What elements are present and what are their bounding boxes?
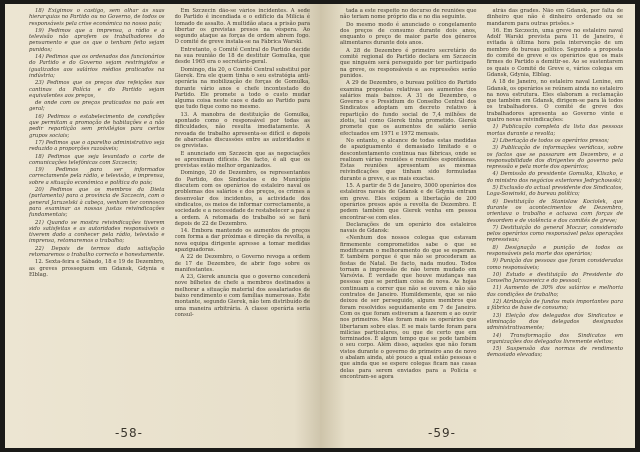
left-page-column-1 <box>29 8 165 408</box>
paragraph: No entanto, o alcance de todas estas medidas de apaziguamento é demasiado limitado e o descontentamento continua nas fábricas, onde se realizam várias reuniões e reuniões espontâneas. Estas reuniões apresentam as mesmas reivindicações que tinham sido formuladas durante a greve, e as mais exactas. <box>340 137 477 182</box>
paragraph: 3) Publicação de informações verídicas, sobre os factos que se passaram em Dezembro, e a responsabilidade dos dirigentes do governo pela repressão e pela morte dos operários; <box>486 145 623 171</box>
paragraph: A 22 de Dezembro, o Governo revoga a ordem de 17 de Dezembro, de abrir fogo sobre os manifestantes. <box>174 254 310 273</box>
paragraph: 18) Exigimos o castigo, sem olhar às suas hierarquias no Partido ou no Governo, de todos os responsáveis pela crise económica no nosso país; <box>29 8 165 27</box>
left-page-columns <box>29 8 310 408</box>
paragraph: Em Szczecin dão-se vários incidentes. A sede do Partido é incendiada e o edifício da Milícia é tomado de assalto. A multidão ataca a prisão para libertar os grevistas presos na véspera. Ao segundo ataque as forças de ordem abrem fogo. O comité de greve instala-se na Fábrica Warski. <box>174 8 310 46</box>
paragraph: 2) Libertação de todos os operários presos; <box>492 137 609 144</box>
paragraph: Domingo, dia 20, o Comité Central substitui por Gierek. Era ele quem tinha o seu estratégia anti-operária na mobilização de forças de Gomulka, durante vário anos e chefe incontestado do Partido. Ele promete a todo o custo mudar alguma coisa neste caos e dado ao Partido para que tudo fique como no mesmo. <box>174 66 310 111</box>
paragraph: 23) Pedimos que os preços das refeições nas cantinas da Polícia e do Partido sejam equivalentes aos preços, <box>29 80 165 99</box>
paragraph: 1) Publicação completa da lista das pessoas mortas durante a revolta; <box>486 124 623 137</box>
paragraph: 21) Quando se mostra reivindicações tiverem sido satisfeitas e as autoridades responsáveis o tiverem dado a conhecer pela rádio, televisão e imprensa, retomaremos o trabalho; <box>29 219 165 245</box>
right-page <box>320 4 635 448</box>
paragraph: 16. Em Szczecin, uma greve no estaleiro naval Adolf Warski prevista para 11 de Janeiro, é evitada à última hora pela intervenção de um membro do bureau político. Segundo a proposta do comité de greve e os operários que os mais firmes do Partido a demitir-se. Ao se sustentarem os quais o Comité de Greve e, vários colegas em Gdansk, Gdynia, Elblag. <box>486 27 623 78</box>
right-page-column-2 <box>487 8 624 408</box>
paragraph: 19) Pedimos para ser informados correctamente pela rádio, e televisão, e imprensa, sobre a situação económica e política do país; <box>29 167 165 186</box>
paragraph: 17) Pedimos que o aparelho administrativo seja reduzido a proporções razoáveis; <box>29 139 165 153</box>
paragraph: 15) Suspensão das normas de rendimento demasiado elevadas; <box>486 346 623 359</box>
paragraph: 14. Embora mantendo os aumentos de preços com forma a dar próximas e direção da revolta, a nova equipa dirigente apresse a tomar medidas apaziguadoras. <box>174 228 310 253</box>
paragraph: A 28 de Dezembro é primeiro secretário do comité regional do Partido declara em Szczecin que ninguém será perseguido por ter participado na greve, os responsáveis e as repressões serão punidos. <box>340 47 477 79</box>
paragraph: 16) Pedimos o estabelecimento de condições que permitam a promoção de habitações e a não pedir repartição sem privilégios para certos grupos sociais; <box>29 113 165 139</box>
paragraph: 18) Pedimos que seja levantado o corte de comunicações telefónicas com Szczecin; <box>29 153 165 166</box>
paragraph: 13. A manobra de destituição de Gomulka, apontado como o responsável por todas as dificuldades, não resulta imediatamente. A revoada de trabalho apresenta-se difícil e depois de abarcadas discussões entre as autoridades e os grevistas. <box>174 111 310 150</box>
paragraph: 8) Designação e punição de todos os responsáveis pela morte dos operários; <box>486 244 623 257</box>
paragraph: tada a este respeito no decurso de reuniões que não teriam nome próprio dia e no dia seguinte. <box>340 8 477 21</box>
paragraph: Entretanto, o Comité Central do Partido decide na sua reunião de 18 de destituir Gomulka, que desde 1965 era o secretário-geral. <box>174 46 310 66</box>
left-page-column-2 <box>175 8 311 408</box>
page-number-right: -59- <box>428 426 456 440</box>
right-page-columns <box>340 8 623 408</box>
paragraph: 13) Eleição dos delegados dos Sindicatos e eliminação dos delegados designados administrativamente; <box>486 312 623 332</box>
paragraph: 10) Estudo e destituição do Presidente do Conselho Jaroszewicz e do pessoal; <box>486 271 623 285</box>
right-page-column-1 <box>340 8 477 408</box>
paragraph: 12) Atribuição de fundos mais importantes para a fábrica de base de consumo; <box>486 299 623 312</box>
paragraph: A 18 de Janeiro, no estaleiro naval Lenine, em Gdansk, os operários se reúnem ainda no estaleiro na nova estrutura. Eles elaboram a reclamação que também em Gdansk, dirigem-se para lá todos os trabalhadores. O comité de greve dos trabalhadores apresenta ao Governo vinte e quatro novas reivindicações: <box>486 79 623 124</box>
paragraph: 20) Pedimos que os membros da Dieta (parlamento) para a província de Szczecin, com o general Jaruzelski à cabeça, venham ter connosco para examinar as nossas justas reivindicações fundamentais; <box>29 187 165 219</box>
paragraph: 12. Sexta-feira e Sábado, 18 e 19 de Dezembro, as greves prosseguem em Gdansk, Gdynia e Elblag. <box>29 259 165 278</box>
paragraph: A 23, Gierek anuncia que o governo concederá nove bilhetes de chefe a membros destinados a melhorar a situação material dos assalariados de baixo rendimento e com famílias numerosas. Este montante, segundo Gierek, não tem distribuído de uma maneira arbitrária. A classe operária seria consul- <box>174 274 310 318</box>
paragraph: E anunciado em Szczecin que as negociações se aproximam difíceis. De facto, é ali que os grevistas estão melhor organizados. <box>174 150 310 170</box>
paragraph: 9) Punição das pessoas que foram consideradas como responsáveis; <box>486 258 623 271</box>
paragraph: 7) Destituição do general Moczar, considerado pelos operários como responsável pelas operações repressivas; <box>486 224 623 244</box>
paragraph: 22) Depois de termos dado satisfação retomaremos o trabalho correcto e honestamente. <box>29 245 165 258</box>
paragraph: Domingo, 20 de Dezembro, os representantes do Partido, dos Sindicatos e do Município discutem com os operários do estaleiro naval os problemas dos salários e dos preços, os crimes a desenvolar dos incidentes, a actividade dos sindicatos, os meios de informar correctamente, a sociedade e a necessidade de restabelecer a paz e a ordem. A retomada do trabalho só se fará depois de 22 de Dezembro. <box>174 170 310 227</box>
book-spread <box>5 4 635 448</box>
paragraph: 4) Demissão do presidente Gomulka, Kliszko, e do ministro dos negócios exteriores Jedrychowski; <box>486 171 623 184</box>
paragraph: «Nenhum dos nossos colegas que estavam firmemente comprometidos sabe o que se modificaram o melhoramento do que se esperam. E também porque é que não se procederam as festas de Natal. De facto, nada mudou. Todos tornam a impressão de não terem mudado em Varsóvia. É verdade que houve mudanças nas pessoas que se perdiam coisa de nova. As hojas continuam a correr que não se ouvem e não são contratos de Janeiro. Humildemente, que se não deixou de ser perseguido, alguns membros que foram resolvidos seguidamente em 7 de Janeiro. Com os que foram estiveram a fazerem e ao ouvir nos primeiros. Mas foram mais os operários que libertaram sobre elas. E se mais tarde foram para milícias particulares, ou que de certo que em terminados. É algum tempo que se pode também o seu corpo. Além disso, aqueles que não foram vistos durante o governo do primeiro ano de novo o abalam ainda, até pouco a qual estão pessoas e que ainda que se espere colegas ficam nas casas delas para serem enviados para a Polícia e encontram-se agora <box>340 235 477 380</box>
left-page <box>5 4 320 448</box>
page-number-left: -58- <box>115 426 143 440</box>
paragraph: de onde com os preços praticados no país em geral; <box>29 100 165 113</box>
paragraph: atrás das grades. Não em Gdansk, por falta de dinheiro que não é dinheiro ordenado ou se mandarem para outras prisões.» <box>486 8 623 27</box>
paragraph: 19) Pedimos que a imprensa, a rádio e a televisão não aprofem os trabalhadores do pensamento e que os que o tenham feito sejam punidos; <box>29 27 165 53</box>
paragraph: A 29 de Dezembro, o bureau político do Partido examina propostas relativas aos aumentos dos salários mais baixos. A 31 de Dezembro, o Governo e o Presidium do Conselho Central dos Sindicatos adoptam um decreto relativo à repartição do fundo social de 7,4 milhões de zlotis, tal como Gierek tinha prometido. Gierek promete que os aumentos de salário serão efectuados em 1971 e 1972 mensais. <box>340 80 477 137</box>
paragraph: 5) Exclusão do actual presidente dos Sindicatos, Loga-Sowinski, do bureau político; <box>486 185 623 198</box>
paragraph: 14) Transformação dos Sindicatos em organizações dos delegados livremente eleitos; <box>486 332 623 345</box>
paragraph: 11) Aumento de 30% dos salários e melhoria das condições de trabalho; <box>486 285 623 298</box>
paragraph: 6) Destituição de Stanislaw Kociolek, que durante os acontecimentos de Dezembro, orientava o trabalho e actuava com forças de desordem e de violência e dos comités de greve; <box>486 198 623 224</box>
paragraph: 14) Pedimos que os ordenados dos funcionários do Partido e do Governo sejam restringidos e igualizados aos salários médios praticados na indústria; <box>29 54 165 79</box>
paragraph: Do mesmo modo é anunciado o congelamento dos preços de consumo durante dois anos, enquanto o preço de maior parte dos géneros alimentares durante dois anos. <box>340 21 477 47</box>
paragraph: 15. A partir de 5 de Janeiro, 3000 operários dos estaleiros navais de Gdansk e de Gdynia entram em greve. Eles exigem a libertação de 200 operários presos após a revolta de Dezembro. E pedem também que Gierek venha em pessoa encontrar-se com eles. <box>340 183 477 221</box>
paragraph: Declarações de um operário dos estaleiros navais de Gdansk: <box>340 221 477 235</box>
